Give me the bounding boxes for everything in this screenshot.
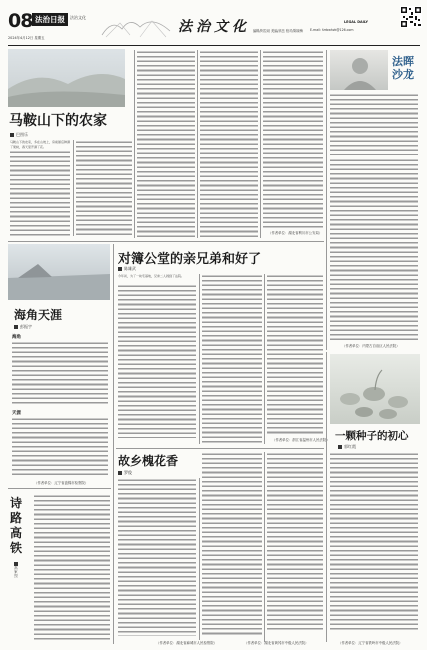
byline-marker-icon	[338, 445, 342, 449]
article5-title: 故乡槐花香	[118, 454, 179, 468]
article6-title: 一颗种子的初心	[335, 430, 409, 442]
article4-byline	[14, 562, 20, 578]
article5-author: 罗俊	[124, 470, 132, 475]
byline-marker-icon	[14, 325, 18, 329]
article1-body-col1	[10, 150, 70, 238]
article2-body-col1	[118, 284, 196, 438]
column-title: 法晖沙龙	[392, 55, 414, 81]
article2-body-col3	[267, 274, 323, 434]
article6-byline	[338, 444, 356, 450]
brand-en: LEGAL DAILY	[344, 20, 369, 24]
middle-right-body	[267, 452, 323, 632]
article1-body-col4	[200, 50, 258, 238]
column-portrait-photo	[330, 50, 388, 90]
article4-poem-body	[34, 494, 110, 642]
supplement-label: 法治文化	[70, 15, 86, 20]
article1-author: 巴图乐	[16, 132, 28, 137]
poem2-body	[12, 417, 108, 477]
editor-line: 编辑/阿拉坦 美编/高岳 校对/陈晓梅	[253, 29, 303, 33]
column-body-top	[330, 93, 418, 155]
date-line: 2024年4月12日 星期五	[8, 36, 45, 40]
article1-lead: 马鞍山下的农家，多在山坡上，房前屋后种满了果树，春天里开满了花。	[10, 140, 70, 149]
article6-author: 郭红霞	[344, 444, 356, 449]
poem1-body	[12, 341, 108, 405]
article2-byline	[118, 266, 136, 272]
article4-author: 高家烈	[14, 566, 18, 578]
article2-lead: 今年初，为了一块宅基地，兄弟二人闹到了法院。	[118, 274, 185, 278]
email-line: E-mail: fzrbwhzk@126.com	[310, 28, 354, 32]
byline-marker-icon	[118, 267, 122, 271]
article5-body-col2	[202, 452, 262, 636]
article1-byline	[10, 132, 28, 138]
article3-byline	[14, 324, 32, 330]
article6-body	[330, 452, 418, 632]
article2-credit: （作者单位：浙江省温州市人民法院）	[272, 438, 330, 442]
middle-right-credit: （作者单位：湖北省黄冈市中级人民法院）	[244, 641, 309, 645]
article1-body-col3	[137, 50, 195, 238]
article3-credit: （作者单位：辽宁省盘锦市检察院）	[34, 481, 89, 485]
column-body-main	[330, 158, 418, 340]
poem2-heading: 天涯	[12, 411, 21, 416]
article6-photo	[330, 354, 420, 424]
article1-photo	[8, 49, 125, 107]
article2-title: 对簿公堂的亲兄弟和好了	[118, 252, 262, 267]
article5-byline	[118, 470, 132, 476]
column-credit: （作者单位：内蒙古自治区人民法院）	[342, 344, 400, 348]
article2-body-col2	[202, 274, 262, 444]
article1-body-col2	[76, 140, 132, 238]
article2-author: 陈雄武	[124, 266, 136, 271]
article1-credit: （作者单位：湖北省利川市公安局）	[268, 231, 323, 235]
article3-photo	[8, 244, 110, 300]
poem1-heading: 海角	[12, 335, 21, 340]
article3-title: 海角天涯	[14, 308, 63, 322]
section-title: 法治文化	[178, 19, 250, 35]
article1-title: 马鞍山下的农家	[9, 113, 107, 129]
paper-logo: 法治日报	[32, 13, 68, 26]
article3-author: 彭振宇	[20, 324, 32, 329]
byline-marker-icon	[10, 133, 14, 137]
qr-code-icon	[400, 6, 422, 28]
article5-credit: （作者单位：湖北省麻城市人民检察院）	[156, 641, 218, 645]
page-number: 08	[8, 10, 33, 32]
article4-title: 诗路高铁	[10, 496, 23, 555]
article5-body-col1	[118, 478, 196, 636]
masthead	[8, 6, 420, 44]
article6-credit: （作者单位：辽宁省铁岭市中级人民法院）	[338, 641, 403, 645]
byline-marker-icon	[118, 471, 122, 475]
article1-body-col5	[263, 50, 323, 228]
masthead-illustration	[100, 9, 172, 39]
